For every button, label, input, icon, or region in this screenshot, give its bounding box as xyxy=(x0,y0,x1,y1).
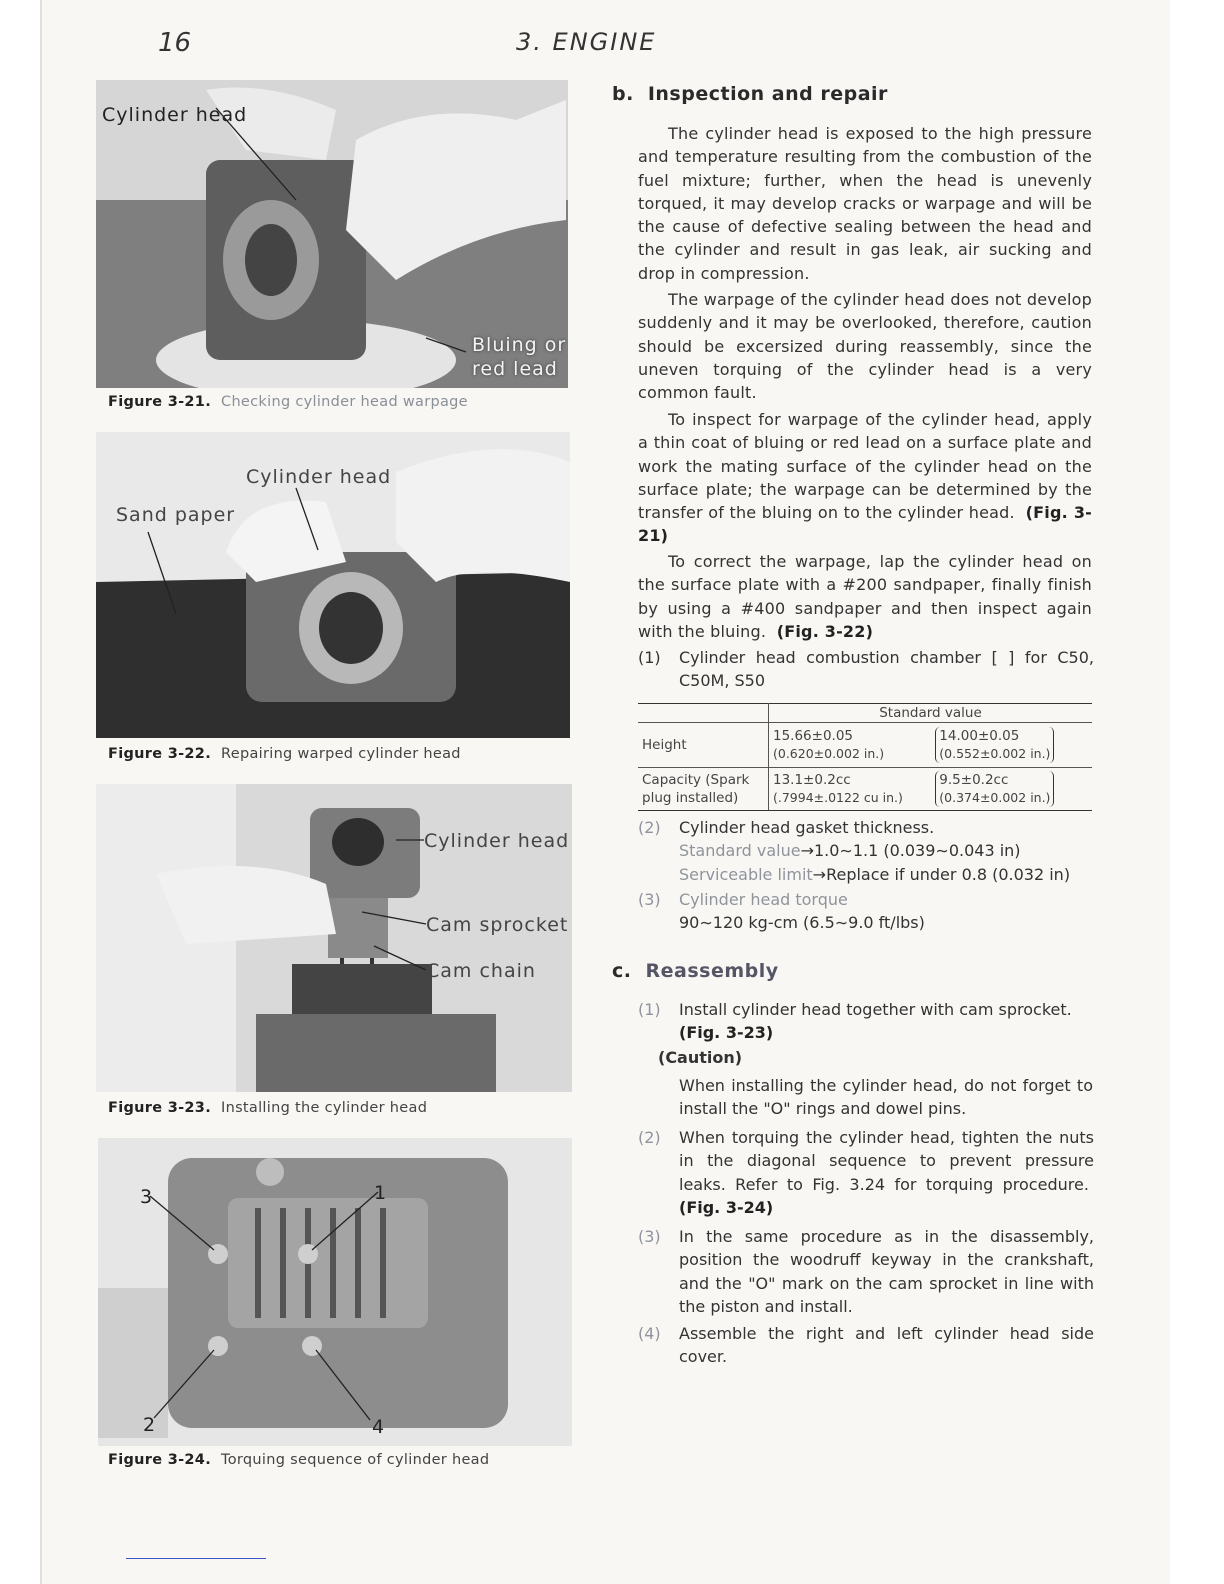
fig24-label: Figure 3-24. xyxy=(108,1452,212,1468)
list-item-body xyxy=(679,816,1094,886)
list-item-text: Cylinder head combustion chamber [ ] for C50, C50M, S50 xyxy=(679,648,1094,691)
fig21-callout-cylinder-head: Cylinder head xyxy=(102,104,248,126)
value-line: 13.1±0.2cc xyxy=(773,772,851,788)
list-item-b2 xyxy=(638,816,1094,886)
section-c-letter: c. xyxy=(612,960,632,982)
figure-3-24-photo xyxy=(98,1138,572,1446)
value-line: 15.66±0.05 xyxy=(773,728,854,744)
fig24-callout-4: 4 xyxy=(372,1416,386,1438)
standard-value-label: Standard value xyxy=(679,841,801,861)
list-item-text: Assemble the right and left cylinder head side cover. xyxy=(679,1324,1094,1367)
label-line: Capacity (Spark xyxy=(642,772,750,788)
figure-3-23-caption xyxy=(108,1100,427,1116)
table-row xyxy=(638,768,1092,811)
fig21-caption-text: Checking cylinder head warpage xyxy=(221,394,468,410)
fig24-callout-3: 3 xyxy=(140,1186,154,1208)
paragraph-b3-text: To inspect for warpage of the cylinder head, apply a thin coat of bluing or red lead on a surface plate and work the mating surface of the cylinder head on the surface plate; the warpage can be determined by the transfer of the bluing on to the cylinder head. xyxy=(638,410,1092,523)
list-item-number: (2) xyxy=(638,818,661,837)
bottom-link-underline xyxy=(126,1558,266,1559)
fig22-caption-text: Repairing warped cylinder head xyxy=(221,746,461,762)
table-header-blank xyxy=(638,704,769,723)
list-item-body xyxy=(679,998,1094,1045)
list-item-c4 xyxy=(638,1322,1094,1369)
paragraph-b4 xyxy=(638,550,1092,643)
torque-heading: Cylinder head torque xyxy=(679,890,848,909)
list-item-figref: (Fig. 3-23) xyxy=(679,1023,774,1043)
list-item-b3 xyxy=(638,888,1094,935)
table-cell-capacity-values xyxy=(769,768,1093,811)
fig23-callout-cylinder-head: Cylinder head xyxy=(424,830,570,852)
caution-label: (Caution) xyxy=(658,1048,743,1067)
list-item-body xyxy=(679,1126,1094,1219)
list-item-number: (4) xyxy=(638,1324,661,1343)
table-cell-height-label: Height xyxy=(638,723,769,768)
standard-value-text: →1.0∼1.1 (0.039∼0.043 in) xyxy=(800,841,1021,861)
fig22-callout-sand-paper: Sand paper xyxy=(116,504,236,526)
table-cell-height-values xyxy=(769,723,1093,768)
section-c-title: Reassembly xyxy=(645,960,779,982)
gasket-thickness-line: Cylinder head gasket thickness. xyxy=(679,818,935,837)
fig21-label: Figure 3-21. xyxy=(108,394,212,410)
fig24-caption-text: Torquing sequence of cylinder head xyxy=(221,1452,490,1468)
table-row xyxy=(638,723,1092,768)
list-item-c2 xyxy=(638,1126,1094,1219)
value-line: 9.5±0.2cc xyxy=(939,772,1009,788)
torque-value: 90∼120 kg-cm (6.5∼9.0 ft/lbs) xyxy=(679,913,925,933)
list-item-c1 xyxy=(638,998,1094,1045)
running-head: 3. ENGINE xyxy=(516,28,657,56)
list-item-number: (3) xyxy=(638,1227,661,1246)
page-number: 16 xyxy=(158,28,192,58)
standard-value-line xyxy=(679,839,1094,862)
list-item-text: When torquing the cylinder head, tighten the nuts in the diagonal sequence to prevent pressure leaks. Refer to Fig. 3.24 for torquing procedure. xyxy=(679,1128,1094,1194)
value-line: (0.620±0.002 in.) xyxy=(773,746,885,761)
list-item-c3 xyxy=(638,1225,1094,1318)
fig22-callout-cylinder-head: Cylinder head xyxy=(246,466,392,488)
paragraph-b4-text: To correct the warpage, lap the cylinder head on the surface plate with a #200 sandpaper, finally finish by using a #400 sandpaper and then inspect again with the bluing. xyxy=(638,552,1092,641)
table-cell-capacity-label xyxy=(638,768,769,811)
table-header-row xyxy=(638,704,1092,723)
list-item-number: (1) xyxy=(638,1000,661,1019)
paragraph-b3-figref: (Fig. 3-21) xyxy=(638,503,1092,546)
label-line: plug installed) xyxy=(642,790,739,806)
serviceable-limit-text: →Replace if under 0.8 (0.032 in) xyxy=(812,864,1071,884)
value-bracketed xyxy=(935,727,1054,763)
section-b-heading xyxy=(612,83,888,105)
list-item-number: (3) xyxy=(638,890,661,909)
paragraph-b1 xyxy=(638,122,1092,285)
value-line: (0.374±0.002 in.) xyxy=(939,790,1051,805)
list-item-body xyxy=(679,888,1094,935)
fig23-caption-text: Installing the cylinder head xyxy=(221,1100,428,1116)
fig24-callout-2: 2 xyxy=(143,1414,157,1436)
value-c50 xyxy=(773,771,931,807)
paragraph-b2-text: The warpage of the cylinder head does not develop suddenly and it may be overlooked, therefore, caution should be excersized during reassembly, since the uneven torquing of the cylinder head is a very common fault. xyxy=(638,290,1092,403)
list-item-text: Install cylinder head together with cam sprocket. xyxy=(679,1000,1072,1019)
figure-3-22-caption xyxy=(108,746,461,762)
section-c-heading xyxy=(612,960,779,982)
figure-3-21-caption xyxy=(108,394,468,410)
caution-text: When installing the cylinder head, do not forget to install the "O" rings and dowel pins. xyxy=(679,1076,1093,1119)
value-line: (.7994±.0122 cu in.) xyxy=(773,790,903,805)
page-edge xyxy=(40,0,42,1584)
serviceable-limit-label: Serviceable limit xyxy=(679,864,813,884)
serviceable-limit-line xyxy=(679,863,1094,886)
list-item-b1 xyxy=(638,646,1094,693)
list-item-number: (2) xyxy=(638,1128,661,1147)
fig24-callout-1: 1 xyxy=(374,1182,388,1204)
list-item-text: In the same procedure as in the disassembly, position the woodruff keyway in the crankshaft, and the "O" mark on the cam sprocket in line with the piston and install. xyxy=(679,1227,1094,1316)
value-line: 14.00±0.05 xyxy=(939,728,1020,744)
paragraph-b2 xyxy=(638,288,1092,404)
paragraph-b1-text: The cylinder head is exposed to the high pressure and temperature resulting from the combustion of the fuel mixture; further, when the head is unevenly torqued, it may develop cracks or warpage and will be the cause of defective sealing between the head and the cylinder and result in gas leak, air sucking and drop in compression. xyxy=(638,124,1092,283)
paragraph-b4-figref: (Fig. 3-22) xyxy=(776,621,874,641)
section-b-letter: b. xyxy=(612,83,634,105)
standard-value-table xyxy=(638,703,1092,811)
fig21-callout-bluing-line1: Bluing or xyxy=(472,334,567,356)
value-c50 xyxy=(773,727,931,763)
list-item-figref: (Fig. 3-24) xyxy=(679,1197,774,1217)
fig22-label: Figure 3-22. xyxy=(108,746,212,762)
section-b-title: Inspection and repair xyxy=(647,83,888,105)
paragraph-b3 xyxy=(638,408,1092,548)
fig23-label: Figure 3-23. xyxy=(108,1100,212,1116)
figure-3-24-caption xyxy=(108,1452,489,1468)
list-item-number: (1) xyxy=(638,648,661,667)
table-header-standard-value: Standard value xyxy=(769,704,1093,723)
fig23-callout-cam-chain: Cam chain xyxy=(426,960,536,982)
fig23-callout-cam-sprocket: Cam sprocket xyxy=(426,914,569,936)
value-line: (0.552±0.002 in.) xyxy=(939,746,1051,761)
value-bracketed xyxy=(935,771,1054,807)
fig21-callout-bluing-line2: red lead xyxy=(472,358,558,380)
